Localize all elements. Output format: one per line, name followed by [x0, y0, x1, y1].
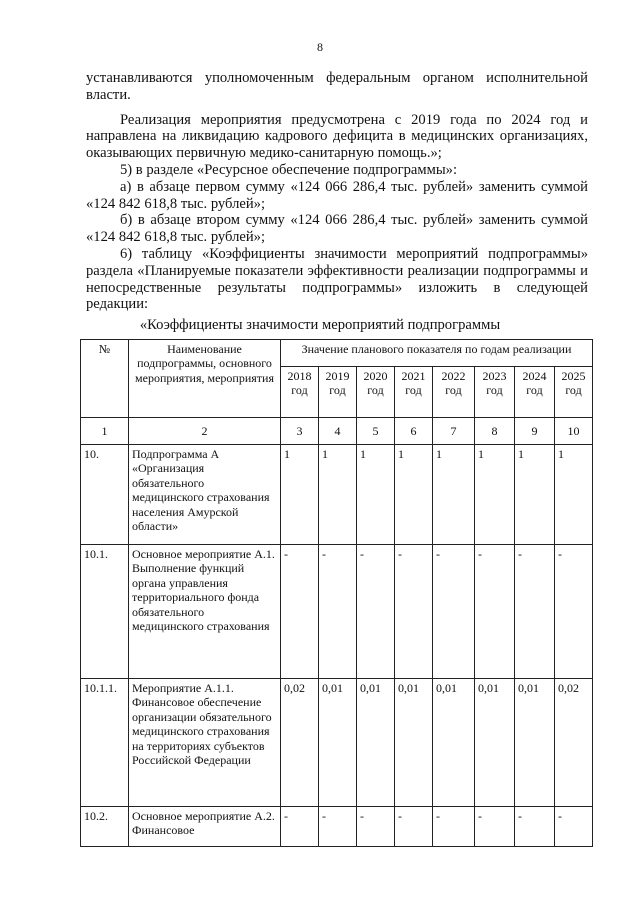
row-name: Мероприятие А.1.1. Финансовое обеспечение организации обязательного медицинского страхования на территориях субъектов Российской Федерации — [129, 679, 281, 807]
row-value: 1 — [555, 445, 593, 545]
row-value: 0,01 — [395, 679, 433, 807]
row-name: Основное мероприятие А.2. Финансовое — [129, 807, 281, 847]
row-value: - — [555, 807, 593, 847]
paragraph-authority: устанавливаются уполномоченным федеральным органом исполнительной власти. — [86, 70, 588, 103]
header-year: 2019 год — [319, 367, 357, 418]
row-value: 1 — [319, 445, 357, 545]
column-number: 7 — [433, 418, 475, 445]
row-value: 1 — [395, 445, 433, 545]
row-name: Подпрограмма А «Организация обязательного медицинского страхования населения Амурской области» — [129, 445, 281, 545]
row-value: 0,02 — [281, 679, 319, 807]
row-number: 10.2. — [81, 807, 129, 847]
table-row — [81, 679, 593, 807]
column-number: 2 — [129, 418, 281, 445]
row-value: 1 — [281, 445, 319, 545]
column-number: 5 — [357, 418, 395, 445]
row-value: 0,01 — [433, 679, 475, 807]
row-value: - — [281, 807, 319, 847]
row-name: Основное мероприятие А.1. Выполнение функций органа управления территориального фонда обязательного медицинского страхования — [129, 545, 281, 679]
header-year: 2024 год — [515, 367, 555, 418]
paragraph-item-5b: б) в абзаце втором сумму «124 066 286,4 тыс. рублей» заменить суммой «124 842 618,8 тыс. рублей»; — [86, 212, 588, 246]
row-value: - — [515, 807, 555, 847]
row-value: 0,01 — [357, 679, 395, 807]
row-value: 1 — [433, 445, 475, 545]
coefficients-table — [80, 339, 593, 847]
column-number: 3 — [281, 418, 319, 445]
row-value: - — [515, 545, 555, 679]
row-value: - — [319, 545, 357, 679]
row-value: - — [395, 807, 433, 847]
table-row — [81, 545, 593, 679]
row-value: - — [433, 545, 475, 679]
row-number: 10. — [81, 445, 129, 545]
row-value: - — [357, 545, 395, 679]
paragraph-item-6: 6) таблицу «Коэффициенты значимости мероприятий подпрограммы» раздела «Планируемые показатели эффективности реализации подпрограммы и непосредственные результаты подпрограммы» изложить в следующей редакции: — [86, 245, 588, 313]
column-number: 4 — [319, 418, 357, 445]
row-value: 1 — [515, 445, 555, 545]
header-year: 2021 год — [395, 367, 433, 418]
row-value: - — [555, 545, 593, 679]
column-number: 10 — [555, 418, 593, 445]
row-value: 0,01 — [319, 679, 357, 807]
header-year: 2023 год — [475, 367, 515, 418]
row-value: 1 — [357, 445, 395, 545]
document-body — [86, 70, 588, 313]
page-number: 8 — [317, 40, 323, 54]
row-value: 0,01 — [475, 679, 515, 807]
header-name: Наименование подпрограммы, основного мероприятия, мероприятия — [129, 340, 281, 418]
row-value: - — [319, 807, 357, 847]
row-number: 10.1.1. — [81, 679, 129, 807]
row-value: - — [433, 807, 475, 847]
header-plan-values: Значение планового показателя по годам реализации — [281, 340, 593, 367]
table-row — [81, 807, 593, 847]
table-row — [81, 445, 593, 545]
header-year: 2018 год — [281, 367, 319, 418]
row-value: 1 — [475, 445, 515, 545]
row-value: - — [357, 807, 395, 847]
column-number: 8 — [475, 418, 515, 445]
paragraph-implementation: Реализация мероприятия предусмотрена с 2019 года по 2024 год и направлена на ликвидацию кадрового дефицита в медицинских организациях, оказывающих первичную медико-санитарную помощь.»; — [86, 111, 588, 162]
row-number: 10.1. — [81, 545, 129, 679]
column-number: 9 — [515, 418, 555, 445]
column-number-row — [81, 418, 593, 445]
column-number: 1 — [81, 418, 129, 445]
table-title: «Коэффициенты значимости мероприятий подпрограммы — [139, 317, 501, 333]
header-year: 2025 год — [555, 367, 593, 418]
row-value: - — [395, 545, 433, 679]
paragraph-item-5a: а) в абзаце первом сумму «124 066 286,4 тыс. рублей» заменить суммой «124 842 618,8 тыс. рублей»; — [86, 178, 588, 212]
column-number: 6 — [395, 418, 433, 445]
row-value: - — [475, 807, 515, 847]
row-value: 0,01 — [515, 679, 555, 807]
paragraph-item-5: 5) в разделе «Ресурсное обеспечение подпрограммы»: — [120, 161, 457, 178]
header-year: 2022 год — [433, 367, 475, 418]
row-value: 0,02 — [555, 679, 593, 807]
header-year: 2020 год — [357, 367, 395, 418]
header-number: № — [81, 340, 129, 418]
row-value: - — [281, 545, 319, 679]
row-value: - — [475, 545, 515, 679]
